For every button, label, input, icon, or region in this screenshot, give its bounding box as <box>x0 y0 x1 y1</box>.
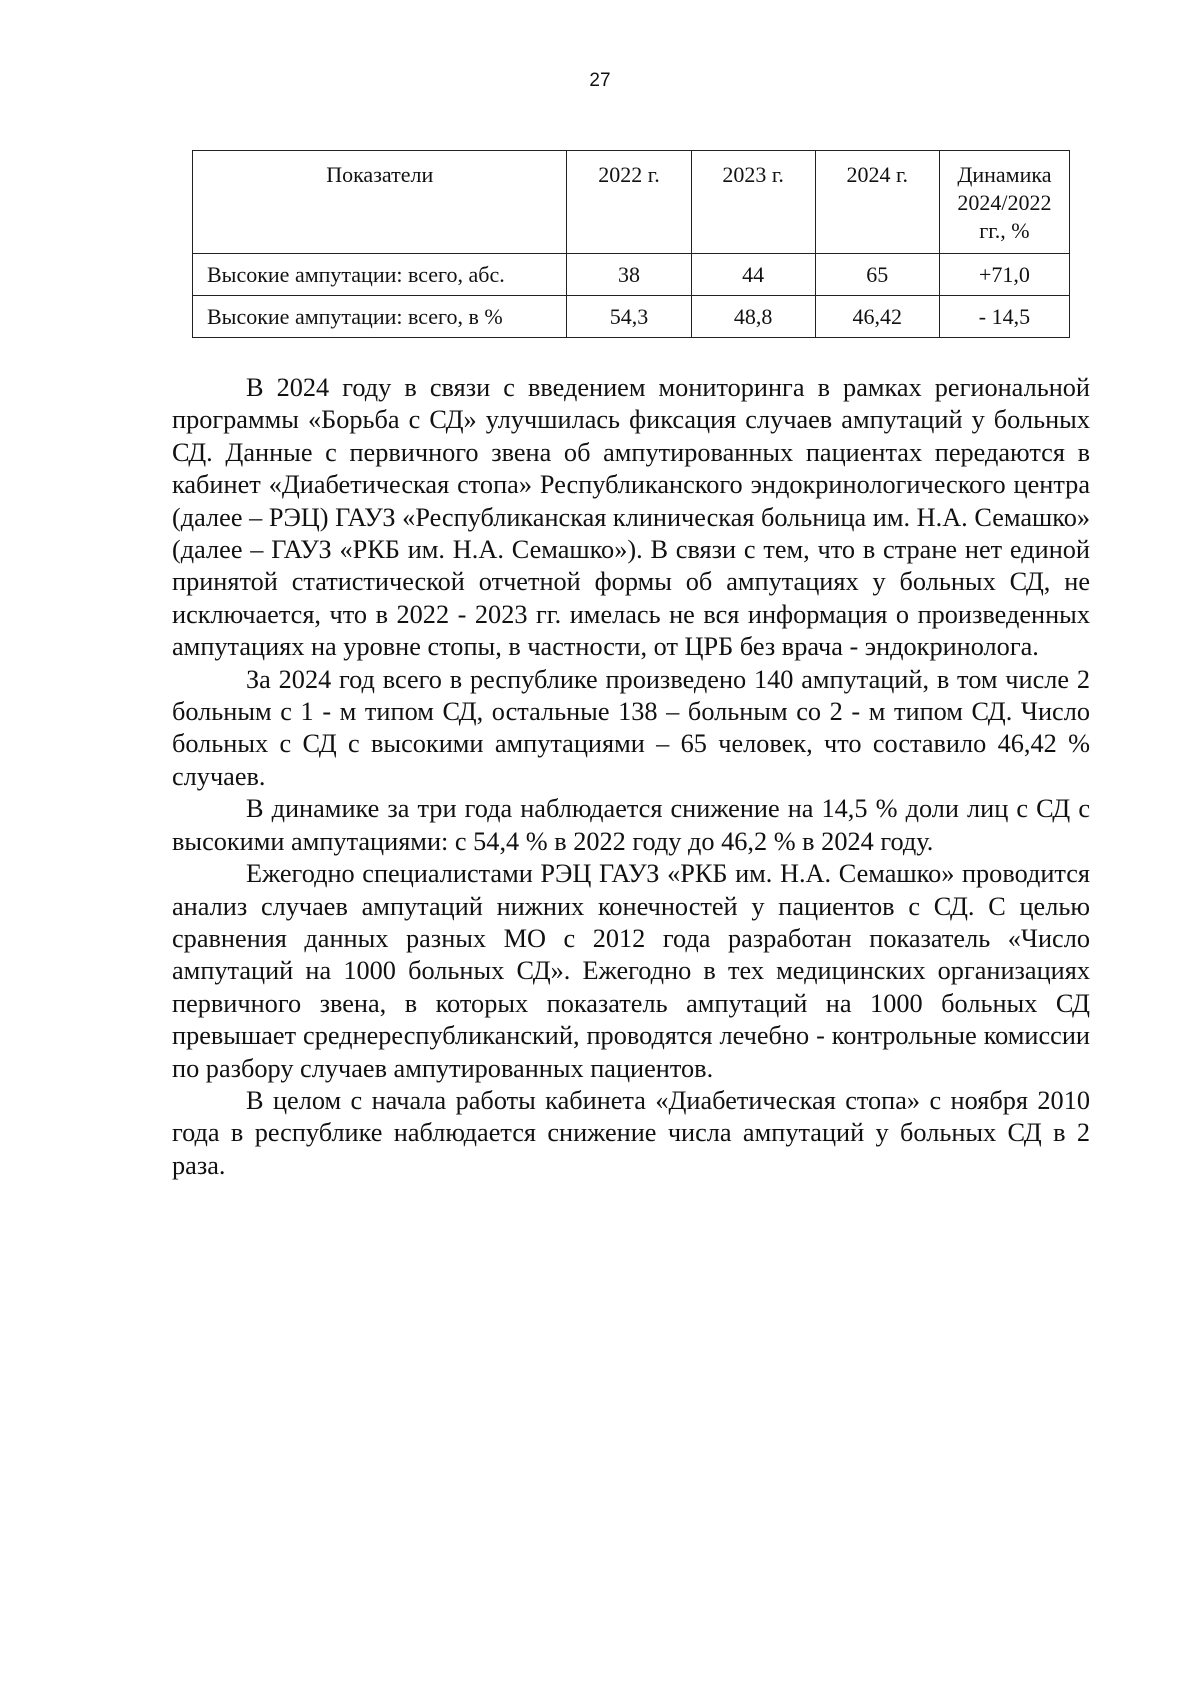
header-dynamics-line-2: 2024/2022 <box>957 190 1052 215</box>
header-year-2023: 2023 г. <box>691 151 815 254</box>
page-number: 27 <box>589 70 611 91</box>
table-header-row <box>193 151 1070 254</box>
header-year-2024: 2024 г. <box>815 151 939 254</box>
row-label: Высокие ампутации: всего, абс. <box>193 254 567 296</box>
amputations-table <box>192 150 1070 338</box>
table-row <box>193 254 1070 296</box>
table-row <box>193 296 1070 338</box>
header-dynamics-line-3: гг., % <box>979 218 1030 243</box>
paragraph-analysis: Ежегодно специалистами РЭЦ ГАУЗ «РКБ им. Н.А. Семашко» проводится анализ случаев ампутаций нижних конечностей у пациентов с СД. С целью сравнения данных разных МО с 2012 года разработан показатель «Число ампутаций на 1000 больных СД». Ежегодно в тех медицинских организациях первичного звена, в которых показатель ампутаций на 1000 больных СД превышает среднереспубликанский, проводятся лечебно - контрольные комиссии по разбору случаев ампутированных пациентов. <box>172 859 1090 1083</box>
cell-2023: 44 <box>691 254 815 296</box>
paragraph-dynamics: В динамике за три года наблюдается снижение на 14,5 % доли лиц с СД с высокими ампутациями: с 54,4 % в 2022 году до 46,2 % в 2024 году. <box>172 794 1090 856</box>
cell-2024: 65 <box>815 254 939 296</box>
paragraph-monitoring: В 2024 году в связи с введением мониторинга в рамках региональной программы «Борьба с СД» улучшилась фиксация случаев ампутаций у больных СД. Данные с первичного звена об ампутированных пациентах передаются в кабинет «Диабетическая стопа» Республиканского эндокринологического центра (далее – РЭЦ) ГАУЗ «Республиканская клиническая больница им. Н.А. Семашко» (далее – ГАУЗ «РКБ им. Н.А. Семашко»). В связи с тем, что в стране нет единой принятой статистической отчетной формы об ампутациях у больных СД, не исключается, что в 2022 - 2023 гг. имелась не вся информация о произведенных ампутациях на уровне стопы, в частности, от ЦРБ без врача - эндокринолога. <box>172 373 1090 662</box>
header-indicators: Показатели <box>193 151 567 254</box>
paragraph-2024-total: За 2024 год всего в республике произведено 140 ампутаций, в том числе 2 больным с 1 - м типом СД, остальные 138 – больным со 2 - м типом СД. Число больных с СД с высокими ампутациями – 65 человек, что составило 46,42 % случаев. <box>172 664 1090 791</box>
header-dynamics <box>939 151 1069 254</box>
cell-2022: 38 <box>567 254 691 296</box>
header-dynamics-line-1: Динамика <box>957 162 1052 187</box>
cell-2023: 48,8 <box>691 296 815 338</box>
cell-2022: 54,3 <box>567 296 691 338</box>
cell-dynamics: - 14,5 <box>939 296 1069 338</box>
cell-2024: 46,42 <box>815 296 939 338</box>
header-year-2022: 2022 г. <box>567 151 691 254</box>
row-label: Высокие ампутации: всего, в % <box>193 296 567 338</box>
cell-dynamics: +71,0 <box>939 254 1069 296</box>
body-text <box>172 372 1090 1182</box>
paragraph-conclusion: В целом с начала работы кабинета «Диабетическая стопа» с ноября 2010 года в республике наблюдается снижение числа ампутаций у больных СД в 2 раза. <box>172 1085 1090 1180</box>
